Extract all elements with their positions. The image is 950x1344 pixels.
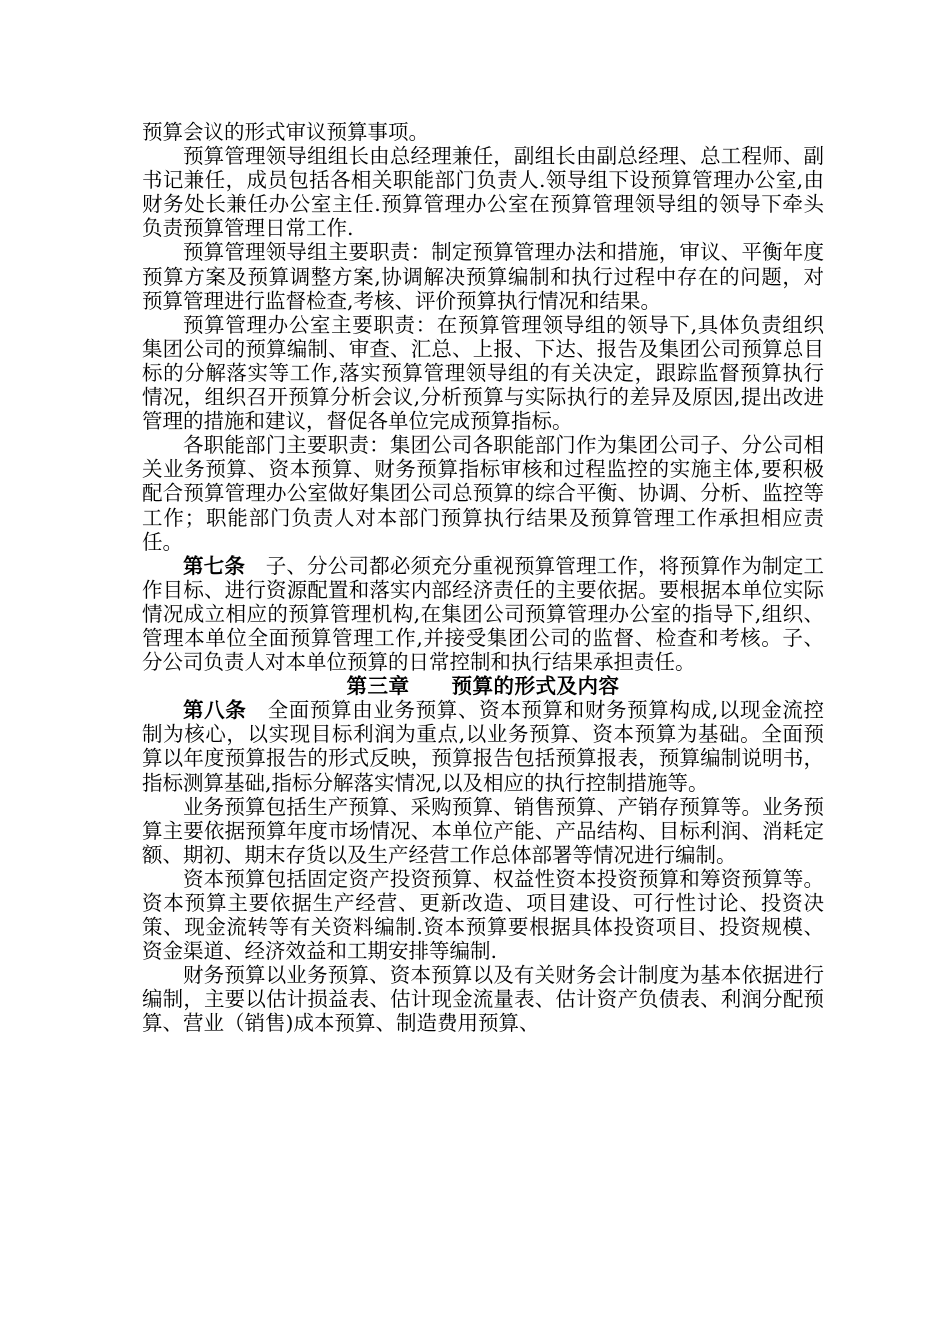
paragraph-1-text: 预算会议的形式审议预算事项。 [142,120,429,144]
paragraph-4 [142,313,824,433]
paragraph-2 [142,144,824,240]
paragraph-4-text: 预算管理办公室主要职责：在预算管理领导组的领导下,具体负责组织集团公司的预算编制、审查、汇总、上报、下达、报告及集团公司预算总目标的分解落实等工作,落实预算管理领导组的有关决定，跟踪监督预算执行情况，组织召开预算分析会议,分析预算与实际执行的差异及原因,提出改进管理的措施和建议，督促各单位完成预算指标。 [142,312,824,434]
article-8-text: 全面预算由业务预算、资本预算和财务预算构成,以现金流控制为核心，以实现目标利润为重点,以业务预算、资本预算为基础。全面预算以年度预算报告的形式反映，预算报告包括预算报表，预算编制说明书，指标测算基础,指标分解落实情况,以及相应的执行控制措施等。 [142,698,825,795]
article-7-label: 第七条 [183,553,246,578]
paragraph-capital-budget-text: 资本预算包括固定资产投资预算、权益性资本投资预算和筹资预算等。资本预算主要依据生产经营、更新改造、项目建设、可行性讨论、投资决策、现金流转等有关资料编制.资本预算要根据具体投资项目、投资规模、资金渠道、经济效益和工期安排等编制. [142,866,824,964]
article-7 [142,554,824,674]
paragraph-5 [142,433,824,553]
article-8-label: 第八条 [183,698,247,723]
chapter-heading [142,674,824,698]
paragraph-1 [142,120,824,144]
paragraph-business-budget-text: 业务预算包括生产预算、采购预算、销售预算、产销存预算等。业务预算主要依据预算年度市场情况、本单位产能、产品结构、目标利润、消耗定额、期初、期末存货以及生产经营工作总体部署等情况进行编制。 [142,794,824,867]
paragraph-capital-budget [142,867,824,963]
paragraph-2-text: 预算管理领导组组长由总经理兼任，副组长由副总经理、总工程师、副书记兼任，成员包括各相关职能部门负责人.领导组下设预算管理办公室,由财务处长兼任办公室主任.预算管理办公室在预算管理领导组的领导下牵头负责预算管理日常工作. [142,144,824,241]
paragraph-financial-budget-text: 财务预算以业务预算、资本预算以及有关财务会计制度为基本依据进行编制，主要以估计损益表、估计现金流量表、估计资产负债表、利润分配预算、营业（销售)成本预算、制造费用预算、 [142,963,824,1036]
paragraph-business-budget [142,795,824,867]
document-page [142,120,824,1036]
paragraph-3-text: 预算管理领导组主要职责：制定预算管理办法和措施，审议、平衡年度预算方案及预算调整方案,协调解决预算编制和执行过程中存在的问题，对预算管理进行监督检查,考核、评价预算执行情况和结果。 [142,240,824,313]
paragraph-5-text: 各职能部门主要职责：集团公司各职能部门作为集团公司子、分公司相关业务预算、资本预算、财务预算指标审核和过程监控的实施主体,要积极配合预算管理办公室做好集团公司总预算的综合平衡、协调、分析、监控等工作；职能部门负责人对本部门预算执行结果及预算管理工作承担相应责任。 [142,433,824,554]
paragraph-3 [142,240,824,312]
chapter-heading-text: 第三章 预算的形式及内容 [346,674,620,699]
article-8 [142,698,824,794]
article-7-text: 子、分公司都必须充分重视预算管理工作，将预算作为制定工作目标、进行资源配置和落实内部经济责任的主要依据。要根据本单位实际情况成立相应的预算管理机构,在集团公司预算管理办公室的指导下,组织、管理本单位全面预算管理工作,并接受集团公司的监督、检查和考核。子、分公司负责人对本单位预算的日常控制和执行结果承担责任。 [142,553,825,675]
paragraph-financial-budget [142,963,824,1035]
